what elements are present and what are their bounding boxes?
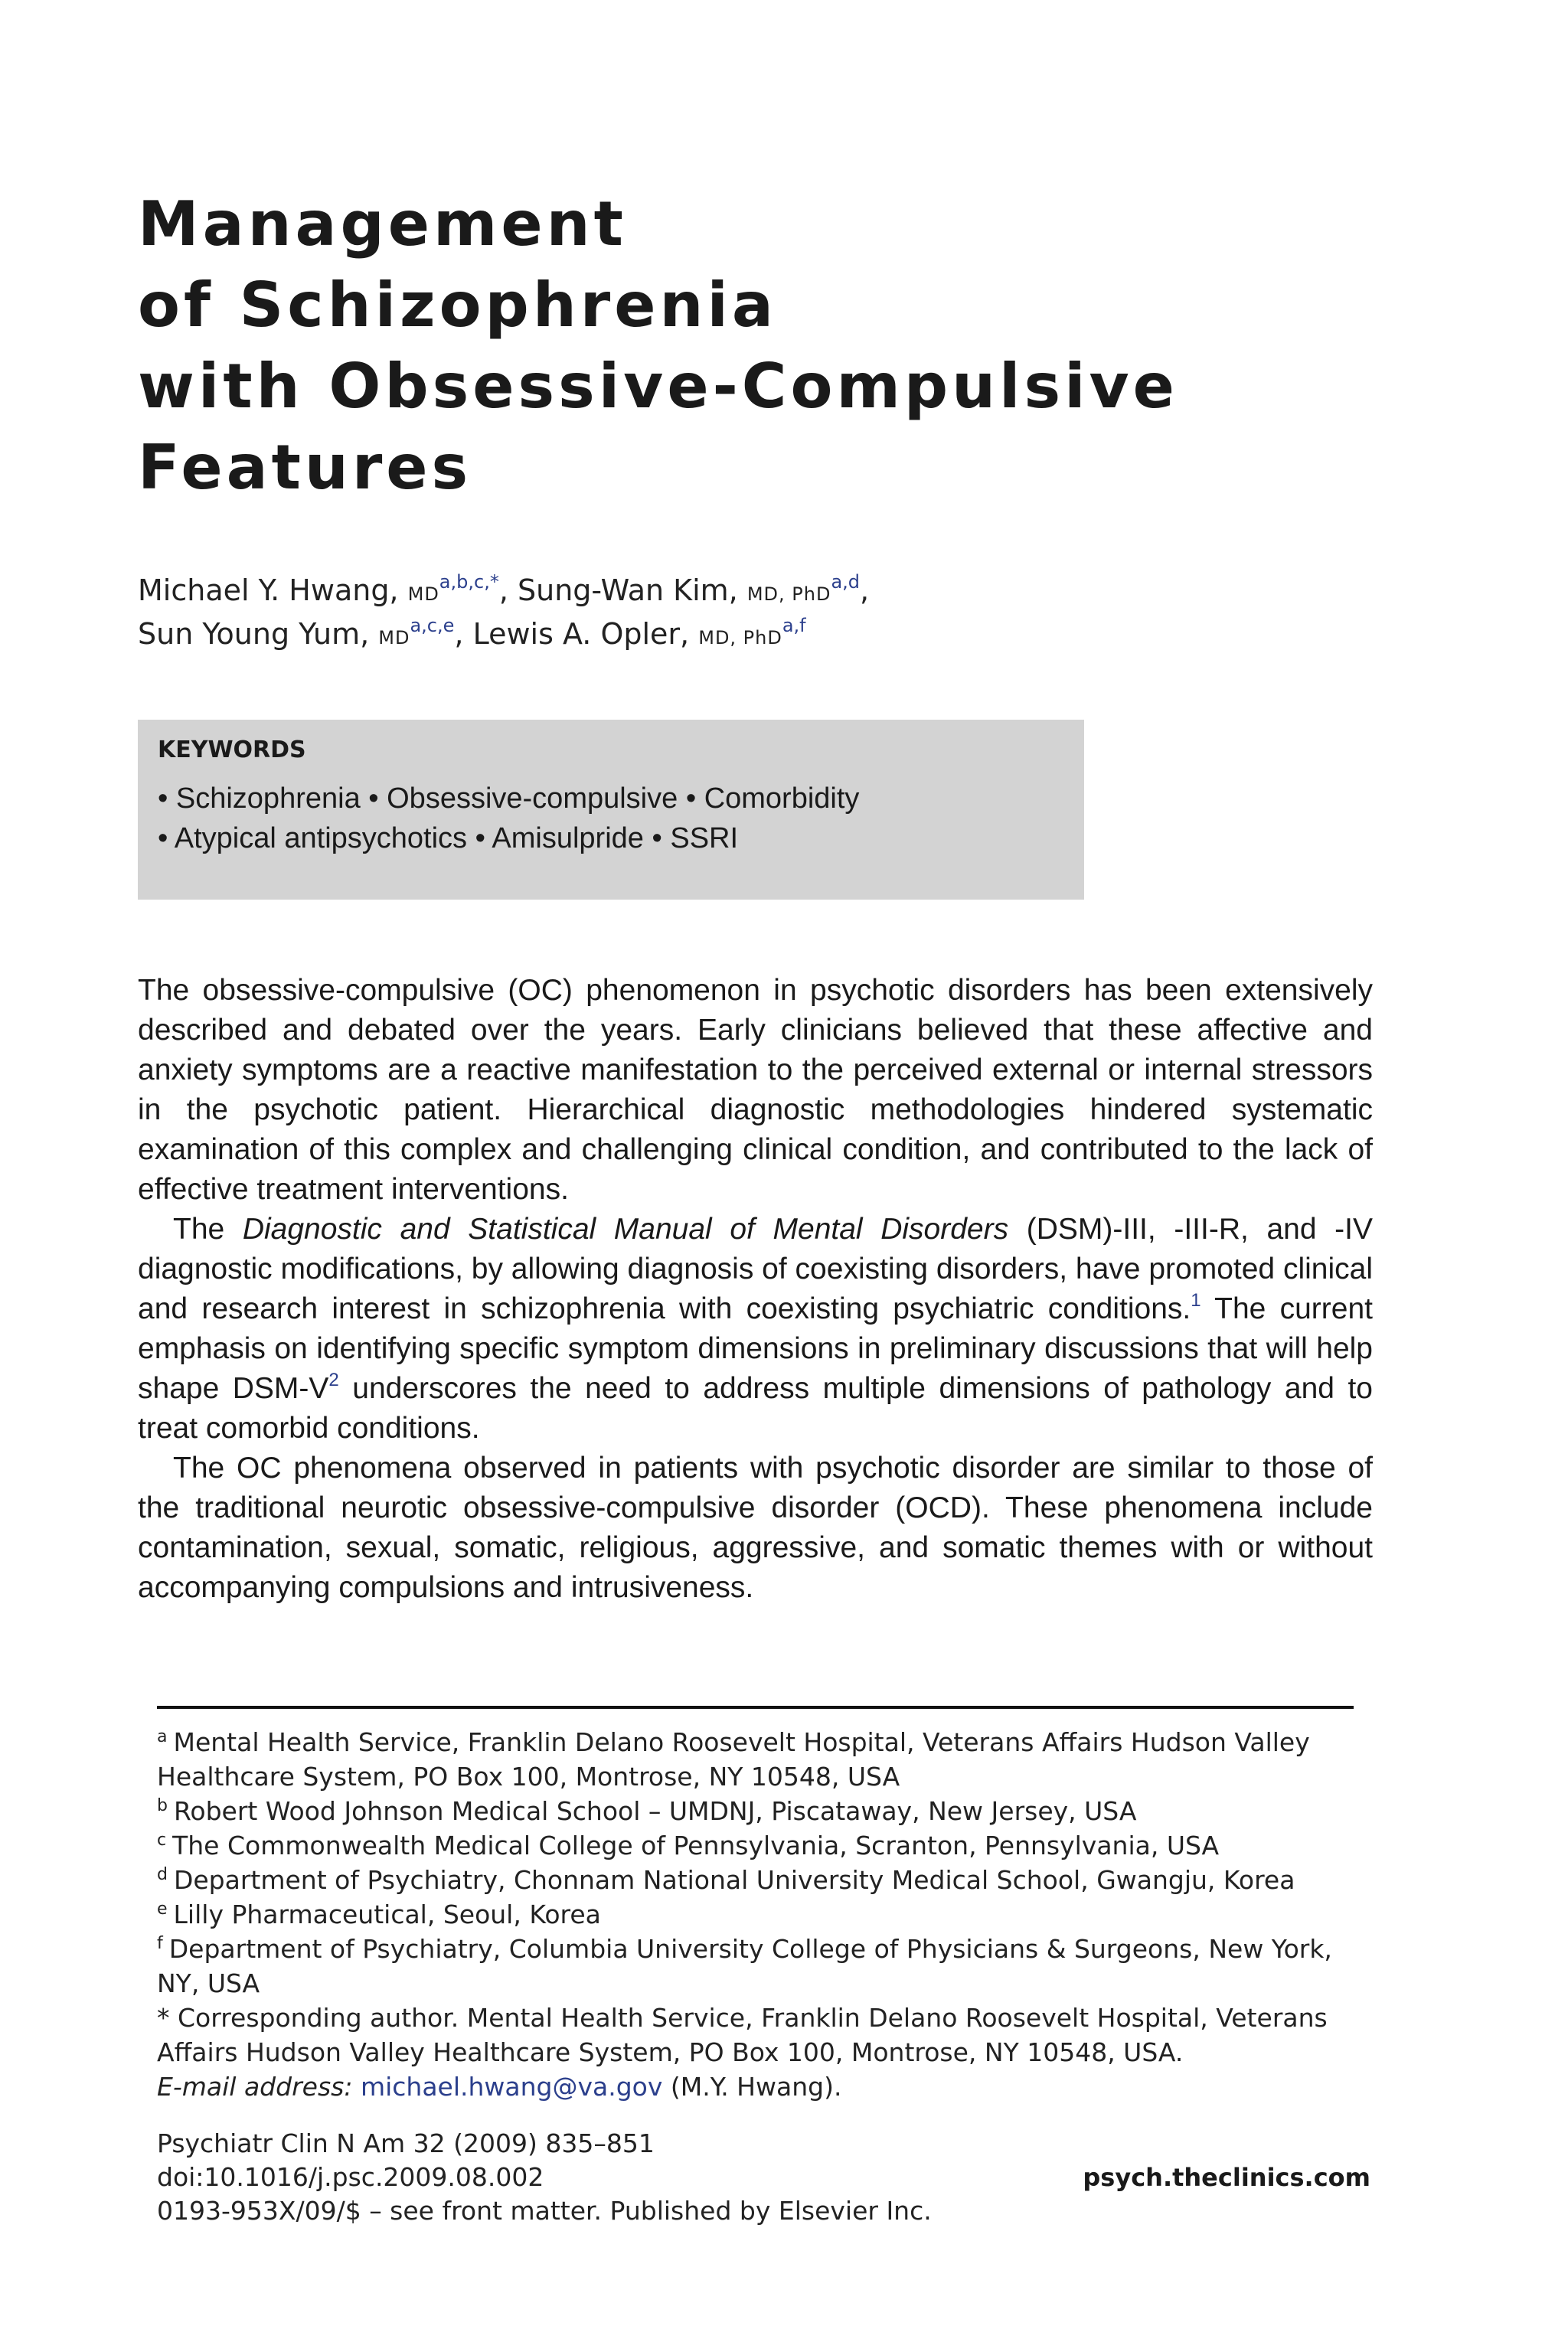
author-degree: MD, PhD — [698, 627, 782, 648]
body-paragraph — [138, 1210, 1373, 1449]
title-line: of Schizophrenia — [138, 270, 777, 341]
text-run: The current emphasis on identifying specific symptom dimensions in preliminary discussions that will help shape DSM-V — [138, 1292, 1373, 1405]
affiliation-note — [157, 1897, 1359, 1932]
affiliation-note — [157, 1828, 1359, 1863]
author-affiliation[interactable]: a,b,c,* — [439, 571, 499, 593]
footnote-text: Mental Health Service, Franklin Delano Roosevelt Hospital, Veterans Affairs Hudson Valley Healthcare System, PO Box 100, Montrose, NY 10548, USA — [157, 1727, 1310, 1792]
keywords-list — [158, 779, 1064, 858]
keywords-line: • Schizophrenia • Obsessive-compulsive • Comorbidity — [158, 782, 860, 815]
text-run: The — [173, 1213, 243, 1246]
author-line: Michael Y. Hwang, $MD^{a,b,c,*}$, Sung-Wan Kim, MD, PhD$^{a,d}$, — [138, 571, 870, 607]
author-affiliation[interactable]: a,c,e — [410, 615, 455, 636]
journal-citation: Psychiatr Clin N Am 32 (2009) 835–851 — [157, 2128, 655, 2158]
keyword: Comorbidity — [704, 782, 860, 815]
text-run: (DSM)-III, -III-R, and -IV diagnostic modifications, by allowing diagnosis of coexisting disorders, have promoted clinical and research interest in schizophrenia with coexisting psychiatric conditions. — [138, 1213, 1373, 1325]
journal-website[interactable]: psych.theclinics.com — [1083, 2163, 1370, 2192]
author-name: Sun Young Yum, — [138, 617, 370, 651]
title-line: Features — [138, 432, 472, 503]
keywords-heading: KEYWORDS — [158, 737, 306, 763]
reference-link[interactable]: 2 — [328, 1370, 339, 1390]
keyword: Schizophrenia — [175, 782, 361, 815]
keyword: Obsessive-compulsive — [387, 782, 678, 815]
affiliation-note — [157, 1725, 1359, 1794]
author-degree: MD, PhD — [746, 583, 831, 605]
body-paragraph: The OC phenomena observed in patients with psychotic disorder are similar to those of the traditional neurotic obsessive-compulsive disorder (OCD). These phenomena include contamination, sexual, somatic, religious, aggressive, and somatic themes with or without accompanying compulsions and intrusiveness. — [138, 1452, 1373, 1604]
footnote-mark: e — [157, 1900, 168, 1919]
body-paragraph: The obsessive-compulsive (OC) phenomenon in psychotic disorders has been extensively described and debated over the years. Early clinicians believed that these affective and anxiety symptoms are a reactive manifestation to the perceived external or internal stressors in the psychotic patient. Hierarchical diagnostic methodologies hindered systematic examination of this complex and challenging clinical condition, and contributed to the lack of effective treatment interventions. — [138, 974, 1373, 1206]
keywords-box — [138, 720, 1084, 900]
dsm-title: Diagnostic and Statistical Manual of Mental Disorders — [242, 1213, 1009, 1246]
email-suffix: (M.Y. Hwang). — [662, 2072, 842, 2102]
footnote-mark: a — [157, 1727, 168, 1746]
footnote-text: Robert Wood Johnson Medical School – UMDNJ, Piscataway, New Jersey, USA — [173, 1796, 1137, 1826]
email-line — [157, 2069, 1359, 2104]
keywords-line: • Atypical antipsychotics • Amisulpride • SSRI — [158, 822, 739, 854]
body-text — [138, 971, 1373, 1608]
email-link[interactable]: michael.hwang@va.gov — [360, 2072, 663, 2102]
issn-line: 0193-953X/09/$ – see front matter. Published by Elsevier Inc. — [157, 2196, 932, 2226]
author-list — [138, 570, 1363, 658]
footnote-text: Department of Psychiatry, Chonnam National University Medical School, Gwangju, Korea — [173, 1865, 1295, 1895]
author-line: Sun Young Yum, MD$^{a,c,e}$, Lewis A. Opler, MD, PhD$^{a,f}$ — [138, 615, 806, 651]
doi[interactable]: doi:10.1016/j.psc.2009.08.002 — [157, 2162, 544, 2192]
author-name: Sung-Wan Kim, — [518, 573, 738, 607]
author-affiliation[interactable]: a,f — [782, 615, 806, 636]
footnote-text: Department of Psychiatry, Columbia University College of Physicians & Surgeons, New York, NY, USA — [157, 1934, 1332, 1998]
footnote-text: Lilly Pharmaceutical, Seoul, Korea — [173, 1900, 601, 1929]
author-degree: MD — [407, 583, 439, 605]
keyword: Atypical antipsychotics — [174, 822, 468, 854]
citation-block — [157, 2127, 932, 2228]
text-run: underscores the need to address multiple dimensions of pathology and to treat comorbid conditions. — [138, 1372, 1373, 1445]
footnote-mark: c — [157, 1831, 167, 1850]
affiliation-note — [157, 1932, 1359, 2001]
keyword: Amisulpride — [492, 822, 644, 854]
title-line: with Obsessive-Compulsive — [138, 351, 1178, 422]
footnote-mark: d — [157, 1865, 168, 1884]
footnote-text: The Commonwealth Medical College of Pennsylvania, Scranton, Pennsylvania, USA — [172, 1831, 1220, 1860]
title-line: Management — [138, 188, 627, 260]
footnotes — [157, 1725, 1359, 2104]
author-degree: MD — [378, 627, 410, 648]
author-name: Michael Y. Hwang, — [138, 573, 399, 607]
affiliation-note — [157, 1794, 1359, 1828]
article-title — [138, 184, 1363, 508]
email-label: E-mail address: — [157, 2072, 353, 2102]
affiliation-note — [157, 1863, 1359, 1897]
author-affiliation[interactable]: a,d — [831, 571, 861, 593]
author-name: Lewis A. Opler, — [472, 617, 690, 651]
footnote-divider — [157, 1706, 1354, 1709]
footnote-mark: b — [157, 1796, 168, 1815]
keyword: SSRI — [670, 822, 739, 854]
reference-link[interactable]: 1 — [1191, 1290, 1201, 1311]
corresponding-author-note: * Corresponding author. Mental Health Service, Franklin Delano Roosevelt Hospital, Veterans Affairs Hudson Valley Healthcare System, PO Box 100, Montrose, NY 10548, USA. — [157, 2003, 1328, 2067]
footnote-mark: f — [157, 1934, 163, 1953]
